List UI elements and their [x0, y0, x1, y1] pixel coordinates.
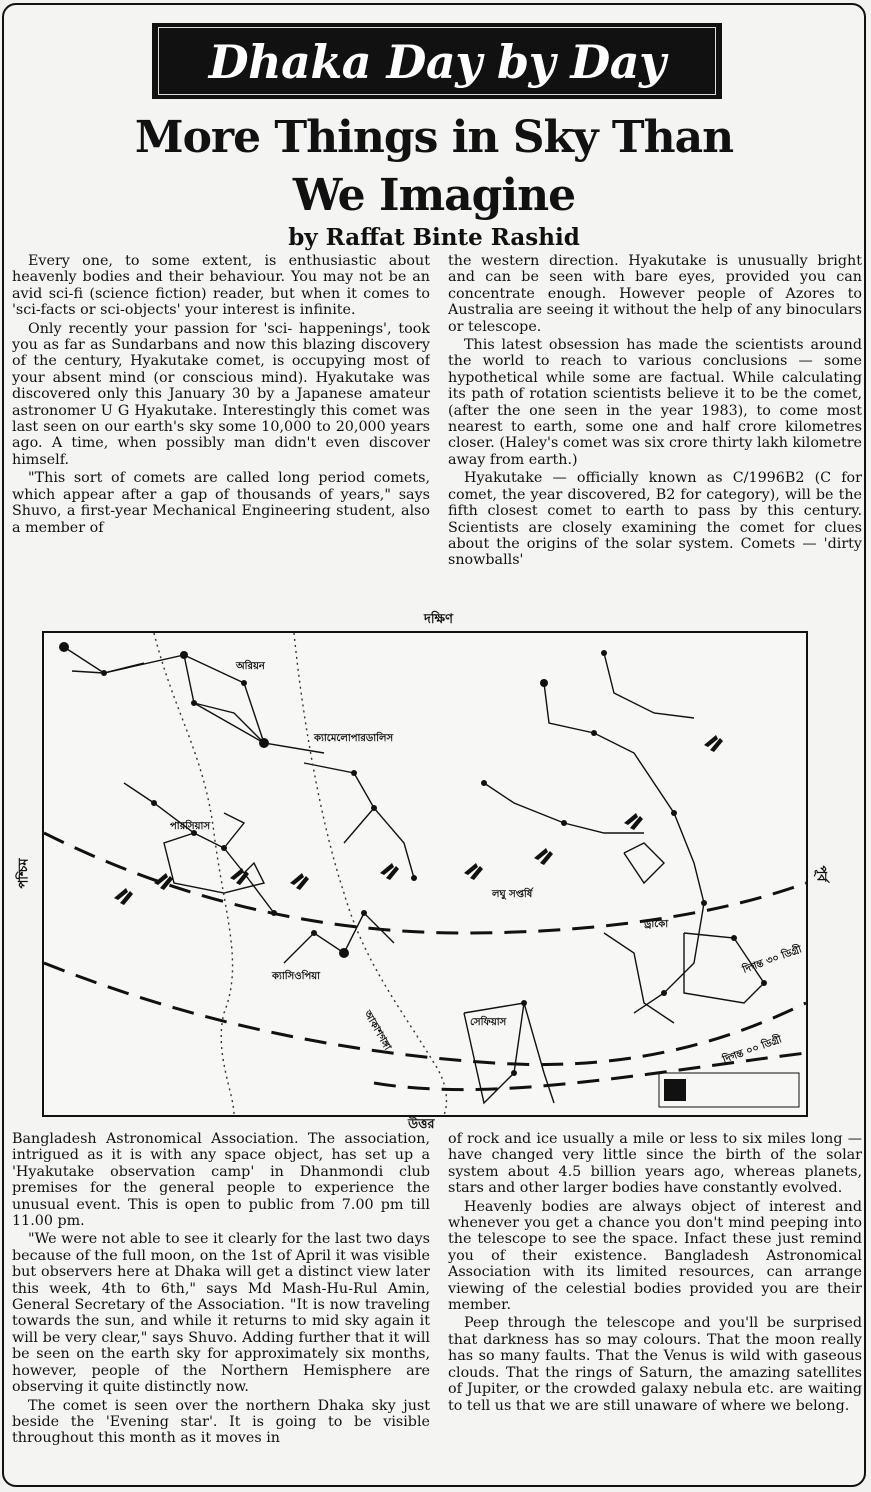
paragraph: Only recently your passion for 'sci- happenings', took you as far as Sundarbans and now this blazing discovery of the century, Hyakutake comet, is occupying most of your absent mind (or conscious mind). Hyakutake was discovered only this January 30 by a Japanese amateur astronomer U G Hyakutake. Interestingly this comet was last seen on our earth's sky some 10,000 to 20,000 years ago. A time, when possibly man didn't even discover himself. [12, 320, 430, 468]
horizon-line [44, 963, 806, 1065]
constellation-line [284, 913, 394, 963]
star [361, 910, 367, 916]
compass-south-label: দক্ষিণ [424, 612, 453, 627]
star [661, 990, 667, 996]
compass-north-label: উত্তর [408, 1117, 435, 1132]
banner-title: Dhaka Day by Day [208, 35, 666, 89]
compass-west-label: পশ্চিম [16, 858, 32, 889]
comet-icon [154, 873, 173, 890]
star [221, 845, 227, 851]
comet-icon [464, 863, 483, 880]
star [59, 642, 69, 652]
star [271, 910, 277, 916]
constellation-line [624, 843, 664, 883]
newspaper-page [2, 3, 866, 1487]
constellation-line [124, 783, 274, 913]
paragraph: Bangladesh Astronomical Association. The association, intrigued as it is with any space object, has set up a 'Hyakutake observation camp' in Dhanmondi club premises for the general people to experience the unusual event. This is open to public from 7.00 pm till 11.00 pm. [12, 1131, 430, 1230]
star [151, 800, 157, 806]
star [180, 651, 188, 659]
constellation-line [224, 813, 244, 848]
paragraph: of rock and ice usually a mile or less to six miles long — have changed very little since the birth of the solar system about 4.5 billion years ago, whereas planets, stars and other larger bodies have constantly evolved. [448, 1131, 862, 1197]
constellation-line [344, 808, 374, 843]
headline-line-2: We Imagine [292, 170, 576, 221]
constellation-line [304, 763, 414, 878]
label-horizon-30: দিগন্ত ৩০ ডিগ্রী [741, 944, 804, 976]
section-banner [152, 23, 722, 99]
headline [24, 109, 844, 225]
paragraph: the western direction. Hyakutake is unusually bright and can be seen with bare eyes, provided you can concentrate enough. However people of Azores to Australia are seeing it without the help of any binoculars or telescope. [448, 253, 862, 335]
banner-border [158, 27, 716, 95]
paragraph: Heavenly bodies are always object of interest and whenever you get a chance you don't mind peeping into the telescope to see the space. Infact these just remind you of their existence. Bangladesh Astronomical Association with its limited resources, can arrange viewing of the celestial bodies provided you are their member. [448, 1198, 862, 1314]
star [561, 820, 567, 826]
star [191, 700, 197, 706]
label-orion: অরিয়ন [236, 661, 265, 672]
comet-icon [624, 813, 643, 830]
label-draco: ড্রাকো [644, 919, 669, 930]
star [601, 650, 607, 656]
label-milky-way: আকাশগঙ্গা [361, 1009, 393, 1053]
star [259, 738, 269, 748]
column-bottom-right [448, 1131, 862, 1483]
paragraph: "We were not able to see it clearly for the last two days because of the full moon, on the 1st of April it was visible but observers here at Dhaka will get a distinct view later this week, 4th to 6th," says Md Mash-Hu-Rul Amin, General Secretary of the Association. "It is now traveling towards the sun, and while it returns to mid sky again it will be very clear," says Shuvo. Adding further that it will be seen on the earth sky for approximately six months, however, people of the Northern Hemisphere are observing it quite distinctly now. [12, 1231, 430, 1396]
star [101, 670, 107, 676]
star [521, 1000, 527, 1006]
constellation-line [72, 663, 144, 673]
paragraph: "This sort of comets are called long period comets, which appear after a gap of thousands of years," says Shuvo, a first-year Mechanical Engineering student, also a member of [12, 470, 430, 536]
constellation-line [544, 683, 704, 1013]
label-ursa-minor: লঘু সপ্তর্ষি [492, 889, 533, 900]
star [671, 810, 677, 816]
star-map-drawing [44, 633, 806, 1115]
byline: by Raffat Binte Rashid [288, 224, 580, 251]
paragraph: This latest obsession has made the scientists around the world to reach to various conclusions — some hypothetical while some are factual. While calculating its path of rotation scientists believe it to be the comet, (after the one seen in the year 1983), to come most nearest to earth, some one and half crore kilometres closer. (Haley's comet was six crore thirty lakh kilometre away from earth.) [448, 337, 862, 468]
association-logo [664, 1079, 686, 1101]
star [311, 930, 317, 936]
paragraph: The comet is seen over the northern Dhaka sky just beside the 'Evening star'. It is going to be visible throughout this month as it moves in [12, 1397, 430, 1447]
comet-icon [534, 848, 553, 865]
star [511, 1070, 517, 1076]
column-bottom-left [12, 1131, 430, 1483]
star [241, 680, 247, 686]
constellation-line [164, 833, 264, 893]
star [351, 770, 357, 776]
comet-icon [114, 888, 133, 905]
label-camelopardalis: ক্যামেলোপারডালিস [314, 733, 394, 744]
label-cassiopeia: ক্যাসিওপিয়া [272, 971, 321, 982]
star [411, 875, 417, 881]
column-top-right [448, 253, 862, 615]
headline-line-1: More Things in Sky Than [134, 112, 734, 163]
star [701, 900, 707, 906]
paragraph: Every one, to some extent, is enthusiastic about heavenly bodies and their behaviour. You may not be an avid sci-fi (science fiction) reader, but when it comes to 'sci-facts or sci-objects' your interest is infinite. [12, 253, 430, 319]
star-map [42, 631, 808, 1117]
comet-icon [380, 863, 399, 880]
star [540, 679, 548, 687]
compass-east-label: পূর্ব [813, 865, 829, 882]
paragraph: Hyakutake — officially known as C/1996B2 (C for comet, the year discovered, B2 for category), will be the fifth closest comet to earth to pass by this century. Scientists are closely examining the comet for clues about the origins of the solar system. Comets — 'dirty snowballs' [448, 470, 862, 569]
paragraph: Peep through the telescope and you'll be surprised that darkness has so may colours. That the moon really has so many faults. That the Venus is wild with gaseous clouds. That the rings of Saturn, the amazing satellites of Jupiter, or the crowded galaxy nebula etc. are waiting to tell us that we are still unaware of where we belong. [448, 1315, 862, 1414]
comet-icon [290, 873, 309, 890]
star [339, 948, 349, 958]
label-perseus: পারসিয়াস [170, 821, 211, 832]
star [371, 805, 377, 811]
star [481, 780, 487, 786]
constellation-line [604, 653, 694, 718]
column-top-left [12, 253, 430, 615]
comet-positions [114, 735, 723, 905]
label-horizon-00: দিগন্ত ০০ ডিগ্রী [721, 1034, 784, 1066]
star [591, 730, 597, 736]
comet-icon [704, 735, 723, 752]
star [731, 935, 737, 941]
label-cepheus: সেফিয়াস [470, 1017, 507, 1028]
star [761, 980, 767, 986]
